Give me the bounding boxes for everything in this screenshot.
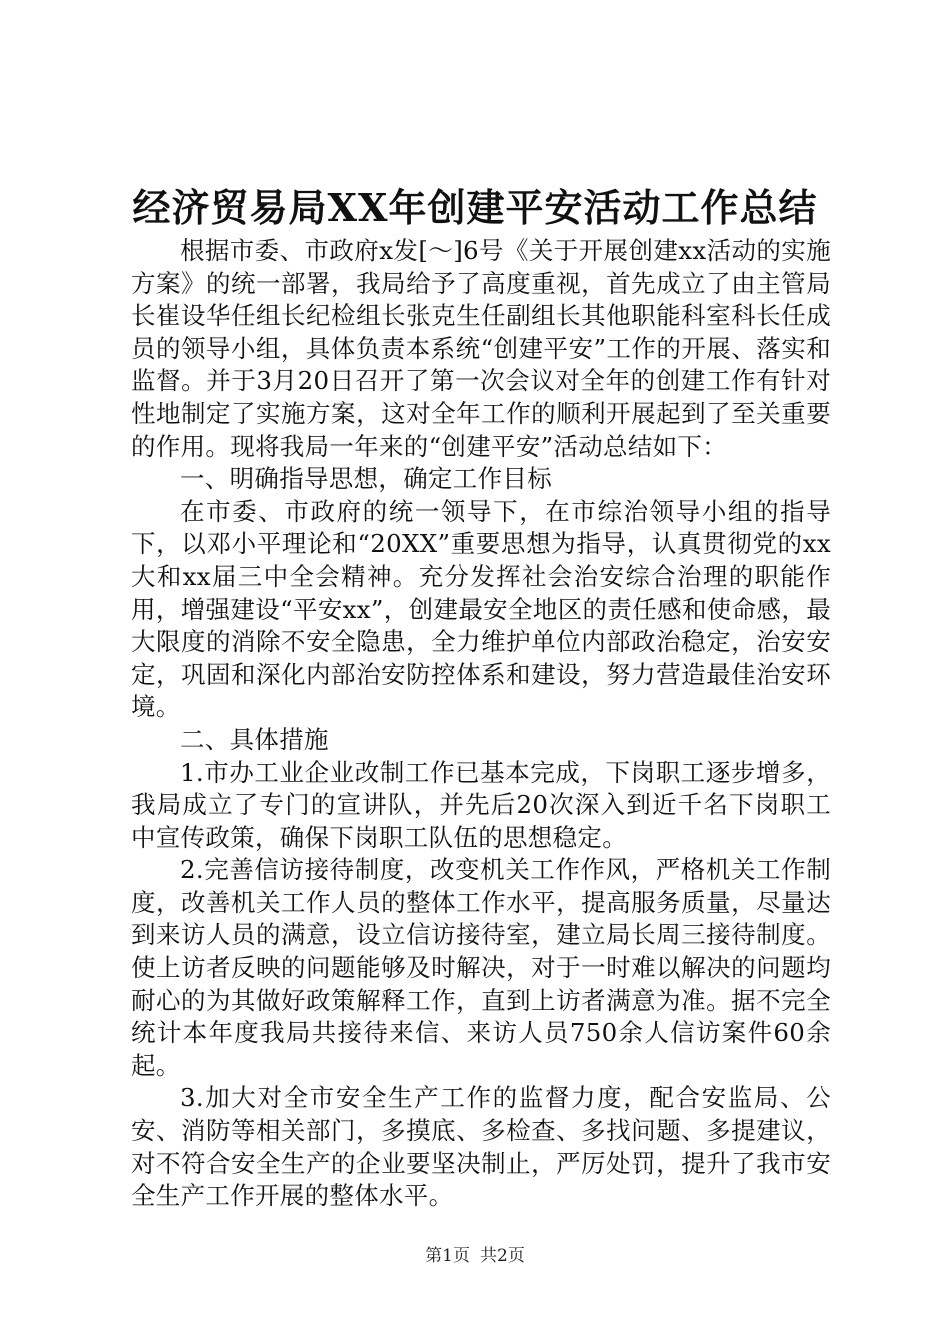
section-1-paragraph: 在市委、市政府的统一领导下，在市综治领导小组的指导下，以邓小平理论和“20XX”重要思想为指导，认真贯彻党的xx大和xx届三中全会精神。充分发挥社会治安综合治理的职能作用，增强建设“平安xx”，创建最安全地区的责任感和使命感，最大限度的消除不安全隐患，全力维护单位内部政治稳定，治安安定，巩固和深化内部治安防控体系和建设，努力营造最佳治安环境。 — [131, 496, 831, 722]
page-footer — [0, 1244, 950, 1268]
measure-1-paragraph: 1.市办工业企业改制工作已基本完成，下岗职工逐步增多，我局成立了专门的宣讲队，并先后20次深入到近千名下岗职工中宣传政策，确保下岗职工队伍的思想稳定。 — [131, 757, 831, 852]
document-title: 经济贸易局XX年创建平安活动工作总结 — [132, 185, 818, 230]
page-total: 共2页 — [480, 1246, 525, 1266]
section-heading-2: 二、具体措施 — [180, 724, 329, 754]
intro-paragraph: 根据市委、市政府x发[～]6号《关于开展创建xx活动的实施方案》的统一部署，我局给予了高度重视，首先成立了由主管局长崔设华任组长纪检组长张克生任副组长其他职能科室科长任成员的领导小组，具体负责本系统“创建平安”工作的开展、落实和监督。并于3月20日召开了第一次会议对全年的创建工作有针对性地制定了实施方案，这对全年工作的顺利开展起到了至关重要的作用。现将我局一年来的“创建平安”活动总结如下： — [131, 236, 831, 461]
section-heading-1: 一、明确指导思想，确定工作目标 — [180, 464, 552, 494]
measure-3-paragraph: 3.加大对全市安全生产工作的监督力度，配合安监局、公安、消防等相关部门，多摸底、多检查、多找问题、多提建议，对不符合安全生产的企业要坚决制止，严厉处罚，提升了我市安全生产工作开展的整体水平。 — [131, 1083, 831, 1211]
measure-2-paragraph: 2.完善信访接待制度，改变机关工作作风，严格机关工作制度，改善机关工作人员的整体工作水平，提高服务质量，尽量达到来访人员的满意，设立信访接待室，建立局长周三接待制度。使上访者反映的问题能够及时解决，对于一时难以解决的问题均耐心的为其做好政策解释工作，直到上访者满意为准。据不完全统计本年度我局共接待来信、来访人员750余人信访案件60余起。 — [131, 855, 831, 1080]
page-number: 第1页 — [425, 1246, 470, 1266]
document-body — [131, 235, 831, 1213]
